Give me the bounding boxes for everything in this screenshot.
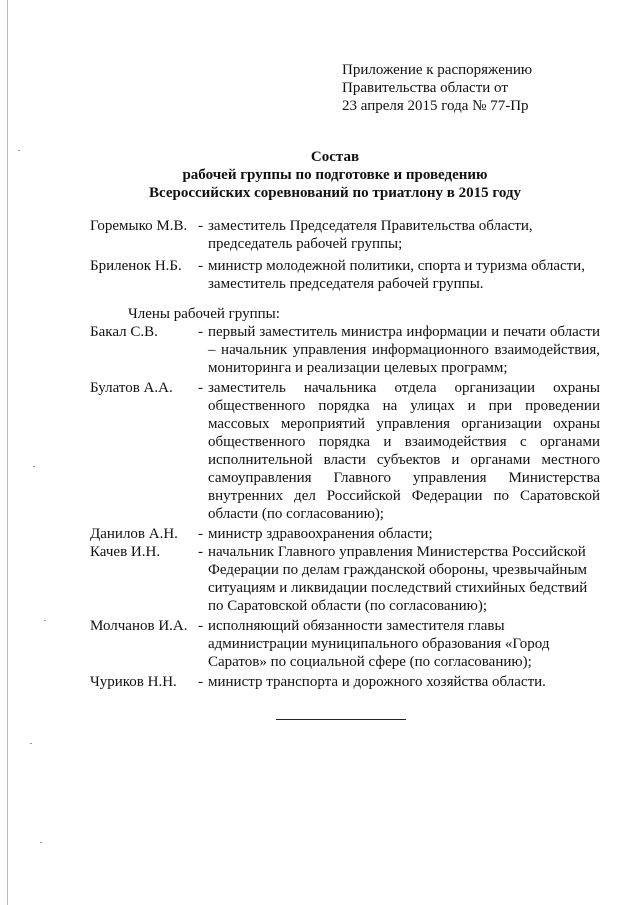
document-title	[80, 148, 590, 202]
leaders-list	[90, 217, 600, 293]
dash: -	[198, 674, 203, 690]
members-heading: Члены рабочей группы:	[128, 306, 280, 322]
scan-left-edge	[7, 0, 8, 905]
appendix-line-3: 23 апреля 2015 года № 77-Пр	[342, 98, 529, 114]
member-name: Данилов А.Н.	[90, 526, 178, 542]
member-role: исполняющий обязанности заместителя главы администрации муниципального образования «Город Саратов» по социальной сфере (по согласованию);	[208, 618, 550, 670]
title-line-2: рабочей группы по подготовке и проведению	[182, 167, 488, 183]
scan-speck	[30, 743, 32, 744]
list-item	[90, 217, 600, 253]
list-item	[90, 543, 600, 615]
member-name: Бакал С.В.	[90, 324, 158, 340]
appendix-line-1: Приложение к распоряжению	[342, 62, 533, 78]
member-name: Булатов А.А.	[90, 380, 173, 396]
dash: -	[198, 324, 203, 340]
member-name: Горемыко М.В.	[90, 218, 188, 234]
list-item	[90, 673, 600, 691]
member-name: Молчанов И.А.	[90, 618, 188, 634]
title-line-3: Всероссийских соревнований по триатлону в 2015 году	[149, 185, 521, 201]
list-item	[90, 257, 600, 293]
member-role: заместитель Председателя Правительства области, председатель рабочей группы;	[208, 218, 533, 252]
member-role: министр здравоохранения области;	[208, 526, 433, 542]
member-name: Бриленок Н.Б.	[90, 258, 182, 274]
appendix-line-2: Правительства области от	[342, 80, 508, 96]
dash: -	[198, 258, 203, 274]
title-line-1: Состав	[310, 149, 360, 165]
closing-line	[276, 719, 406, 720]
member-role: министр транспорта и дорожного хозяйства области.	[208, 674, 546, 690]
scan-speck	[33, 466, 35, 467]
list-item	[90, 617, 600, 671]
list-item	[90, 525, 600, 543]
member-name: Чуриков Н.Н.	[90, 674, 177, 690]
dash: -	[198, 618, 203, 634]
member-role: министр молодежной политики, спорта и туризма области, заместитель председателя рабочей группы.	[208, 258, 585, 292]
list-item	[90, 323, 600, 377]
member-role: начальник Главного управления Министерства Российской Федерации по делам гражданской обороны, чрезвычайным ситуациям и ликвидации последствий стихийных бедствий по Саратовской области (по согласованию);	[208, 544, 588, 614]
dash: -	[198, 380, 203, 396]
dash: -	[198, 218, 203, 234]
appendix-header	[342, 61, 622, 115]
member-name: Качев И.Н.	[90, 544, 161, 560]
member-role: заместитель начальника отдела организации охраны общественного порядка на улицах и при проведении массовых мероприятий управления организации охраны общественного порядка и взаимодействия с органами исполнительной власти субъектов и органами местного самоуправления Главного управления Министерства внутренних дел Российской Федерации по Саратовской области (по согласованию);	[208, 380, 600, 522]
dash: -	[198, 544, 203, 560]
member-role: первый заместитель министра информации и печати области – начальник управления информационного взаимодействия, мониторинга и реализации целевых программ;	[208, 324, 600, 376]
dash: -	[198, 526, 203, 542]
scan-speck	[44, 620, 46, 621]
list-item	[90, 379, 600, 523]
members-list	[90, 323, 600, 691]
scan-speck	[40, 842, 42, 843]
scan-speck	[18, 150, 20, 151]
